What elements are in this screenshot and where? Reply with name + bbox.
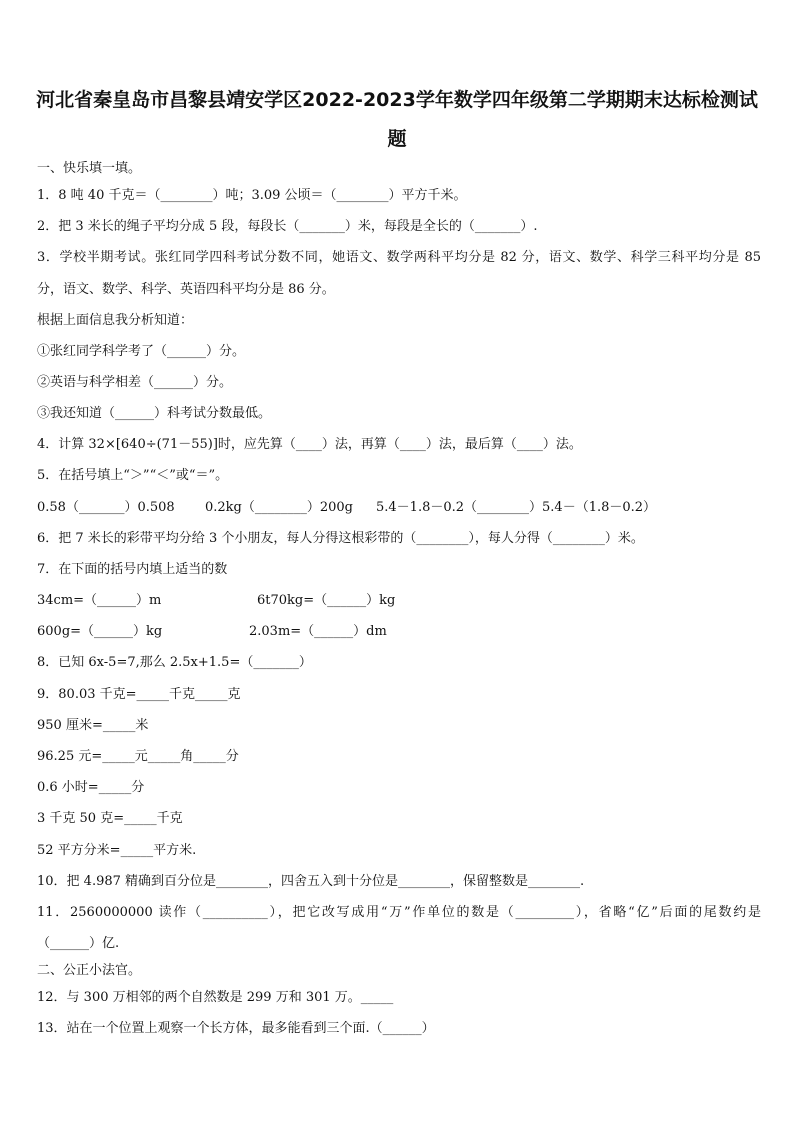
question-12: 12．与 300 万相邻的两个自然数是 299 万和 301 万。_____ [37, 990, 394, 1005]
question-9-item-1: 950 厘米=_____米 [37, 718, 149, 733]
question-7-item-3: 600g=（______）kg [37, 624, 163, 639]
question-4: 4．计算 32×[640÷(71－55)]时，应先算（____）法，再算（____）法，最后算（____）法。 [37, 437, 582, 452]
question-3-sub-3: ③我还知道（______）科考试分数最低。 [37, 406, 272, 421]
question-9-item-2: 96.25 元=_____元_____角_____分 [37, 749, 239, 764]
question-9-item-4: 3 千克 50 克=_____千克 [37, 811, 183, 826]
question-11-line-1: 11．2560000000 读作（__________），把它改写成用“万”作单位的数是（_________），省略“亿”后面的尾数约是 [37, 905, 761, 920]
question-3-intro: 根据上面信息我分析知道： [37, 313, 194, 328]
question-3-sub-2: ②英语与科学相差（______）分。 [37, 375, 233, 390]
question-7-item-2: 6t70kg=（______）kg [257, 593, 396, 608]
page-title-line-2: 题 [387, 128, 407, 150]
section-heading-true-false: 二、公正小法官。 [37, 963, 142, 978]
question-5-item-2: 0.2kg（________）200g [205, 500, 354, 515]
question-13: 13．站在一个位置上观察一个长方体，最多能看到三个面.（______） [37, 1021, 435, 1036]
question-1: 1．8 吨 40 千克＝（________）吨；3.09 公顷＝（________）平方千米。 [37, 188, 467, 203]
page-title-line-1: 河北省秦皇岛市昌黎县靖安学区2022-2023学年数学四年级第二学期期末达标检测试 [36, 89, 758, 111]
question-3-sub-1: ①张红同学科学考了（______）分。 [37, 344, 246, 359]
question-5-item-3: 5.4－1.8－0.2（________）5.4－（1.8－0.2） [376, 500, 657, 515]
question-5-item-1: 0.58（_______）0.508 [37, 500, 175, 515]
question-10: 10．把 4.987 精确到百分位是________，四舍五入到十分位是________，保留整数是________. [37, 874, 585, 889]
question-11-line-2: （______）亿. [37, 936, 120, 951]
question-9-item-5: 52 平方分米=_____平方米. [37, 843, 197, 858]
question-3-line-1: 3．学校半期考试。张红同学四科考试分数不同，她语文、数学两科平均分是 82 分，语文、数学、科学三科平均分是 85 [37, 250, 761, 265]
question-8: 8．已知 6x-5=7,那么 2.5x+1.5=（_______） [37, 655, 312, 670]
question-3-line-2: 分，语文、数学、科学、英语四科平均分是 86 分。 [37, 282, 335, 297]
question-5: 5．在括号填上“＞”“＜”或“＝”。 [37, 468, 229, 483]
question-9-item-3: 0.6 小时=_____分 [37, 780, 145, 795]
question-7-item-1: 34cm=（______）m [37, 593, 162, 608]
section-heading-fill-in: 一、快乐填一填。 [37, 161, 142, 176]
question-6: 6．把 7 米长的彩带平均分给 3 个小朋友，每人分得这根彩带的（________），每人分得（________）米。 [37, 531, 644, 546]
question-7-item-4: 2.03m=（______）dm [249, 624, 387, 639]
question-7: 7．在下面的括号内填上适当的数 [37, 562, 228, 577]
question-9: 9．80.03 千克=_____千克_____克 [37, 687, 241, 702]
question-2: 2．把 3 米长的绳子平均分成 5 段，每段长（_______）米，每段是全长的（_______）. [37, 219, 538, 234]
